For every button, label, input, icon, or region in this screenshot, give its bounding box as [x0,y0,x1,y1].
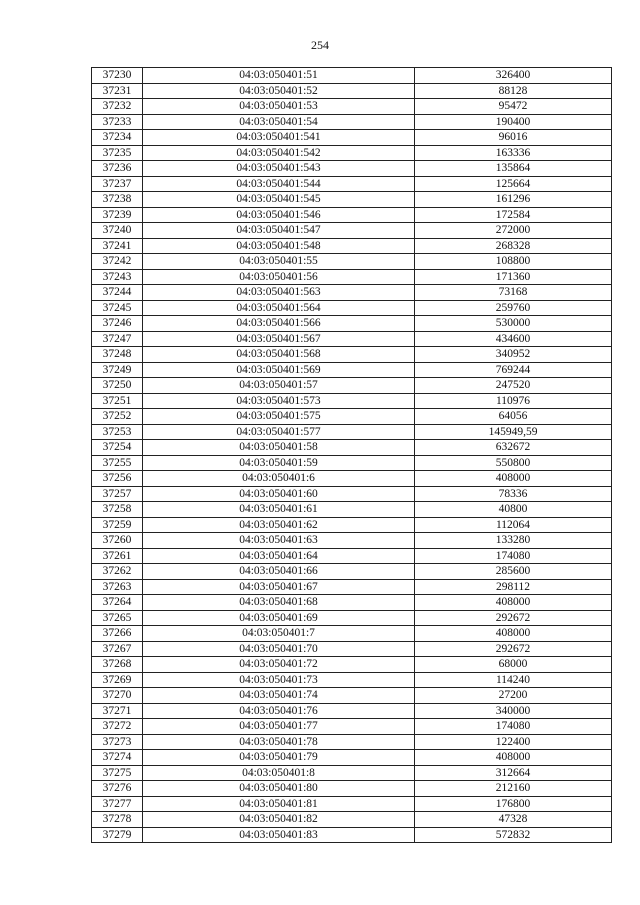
page-number: 254 [311,38,329,52]
row-number-cell: 37268 [92,657,143,673]
table-row [92,99,612,115]
cadastral-number-cell: 04:03:050401:66 [143,564,415,580]
row-number-cell: 37253 [92,424,143,440]
cadastral-number-cell: 04:03:050401:543 [143,161,415,177]
cadastral-number-cell: 04:03:050401:569 [143,362,415,378]
registry-table [91,67,612,843]
value-cell: 408000 [415,595,612,611]
cadastral-number-cell: 04:03:050401:577 [143,424,415,440]
value-cell: 133280 [415,533,612,549]
row-number-cell: 37248 [92,347,143,363]
row-number-cell: 37272 [92,719,143,735]
value-cell: 112064 [415,517,612,533]
cadastral-number-cell: 04:03:050401:82 [143,812,415,828]
cadastral-number-cell: 04:03:050401:568 [143,347,415,363]
cadastral-number-cell: 04:03:050401:78 [143,734,415,750]
table-row [92,83,612,99]
cadastral-number-cell: 04:03:050401:542 [143,145,415,161]
cadastral-number-cell: 04:03:050401:563 [143,285,415,301]
cadastral-number-cell: 04:03:050401:57 [143,378,415,394]
table-row [92,114,612,130]
cadastral-number-cell: 04:03:050401:77 [143,719,415,735]
row-number-cell: 37275 [92,765,143,781]
row-number-cell: 37265 [92,610,143,626]
value-cell: 88128 [415,83,612,99]
cadastral-number-cell: 04:03:050401:547 [143,223,415,239]
table-row [92,672,612,688]
row-number-cell: 37267 [92,641,143,657]
row-number-cell: 37239 [92,207,143,223]
value-cell: 326400 [415,68,612,84]
table-row [92,331,612,347]
table-row [92,207,612,223]
value-cell: 47328 [415,812,612,828]
value-cell: 632672 [415,440,612,456]
row-number-cell: 37246 [92,316,143,332]
cadastral-number-cell: 04:03:050401:573 [143,393,415,409]
value-cell: 27200 [415,688,612,704]
cadastral-number-cell: 04:03:050401:54 [143,114,415,130]
row-number-cell: 37256 [92,471,143,487]
value-cell: 171360 [415,269,612,285]
table-row [92,812,612,828]
row-number-cell: 37233 [92,114,143,130]
value-cell: 176800 [415,796,612,812]
value-cell: 247520 [415,378,612,394]
value-cell: 550800 [415,455,612,471]
table-row [92,238,612,254]
cadastral-number-cell: 04:03:050401:60 [143,486,415,502]
value-cell: 145949,59 [415,424,612,440]
table-row [92,502,612,518]
value-cell: 163336 [415,145,612,161]
table-row [92,548,612,564]
row-number-cell: 37249 [92,362,143,378]
cadastral-number-cell: 04:03:050401:564 [143,300,415,316]
table-row [92,486,612,502]
value-cell: 108800 [415,254,612,270]
table-row [92,424,612,440]
cadastral-number-cell: 04:03:050401:72 [143,657,415,673]
table-row [92,176,612,192]
cadastral-number-cell: 04:03:050401:7 [143,626,415,642]
value-cell: 122400 [415,734,612,750]
value-cell: 292672 [415,610,612,626]
value-cell: 530000 [415,316,612,332]
table-row [92,564,612,580]
cadastral-number-cell: 04:03:050401:8 [143,765,415,781]
value-cell: 292672 [415,641,612,657]
cadastral-number-cell: 04:03:050401:68 [143,595,415,611]
table-row [92,734,612,750]
row-number-cell: 37266 [92,626,143,642]
table-row [92,347,612,363]
table-row [92,409,612,425]
cadastral-number-cell: 04:03:050401:56 [143,269,415,285]
row-number-cell: 37230 [92,68,143,84]
row-number-cell: 37273 [92,734,143,750]
cadastral-number-cell: 04:03:050401:58 [143,440,415,456]
value-cell: 340952 [415,347,612,363]
row-number-cell: 37264 [92,595,143,611]
row-number-cell: 37245 [92,300,143,316]
cadastral-number-cell: 04:03:050401:61 [143,502,415,518]
cadastral-number-cell: 04:03:050401:548 [143,238,415,254]
row-number-cell: 37231 [92,83,143,99]
cadastral-number-cell: 04:03:050401:566 [143,316,415,332]
cadastral-number-cell: 04:03:050401:79 [143,750,415,766]
row-number-cell: 37269 [92,672,143,688]
cadastral-number-cell: 04:03:050401:64 [143,548,415,564]
table-row [92,145,612,161]
value-cell: 434600 [415,331,612,347]
value-cell: 272000 [415,223,612,239]
row-number-cell: 37241 [92,238,143,254]
cadastral-number-cell: 04:03:050401:567 [143,331,415,347]
row-number-cell: 37270 [92,688,143,704]
table-row [92,610,612,626]
row-number-cell: 37271 [92,703,143,719]
value-cell: 259760 [415,300,612,316]
value-cell: 64056 [415,409,612,425]
table-row [92,517,612,533]
value-cell: 68000 [415,657,612,673]
cadastral-number-cell: 04:03:050401:575 [143,409,415,425]
row-number-cell: 37279 [92,827,143,843]
row-number-cell: 37277 [92,796,143,812]
cadastral-number-cell: 04:03:050401:545 [143,192,415,208]
row-number-cell: 37236 [92,161,143,177]
value-cell: 96016 [415,130,612,146]
value-cell: 285600 [415,564,612,580]
row-number-cell: 37242 [92,254,143,270]
table-row [92,471,612,487]
row-number-cell: 37274 [92,750,143,766]
table-row [92,223,612,239]
value-cell: 114240 [415,672,612,688]
value-cell: 125664 [415,176,612,192]
table-row [92,285,612,301]
row-number-cell: 37254 [92,440,143,456]
cadastral-number-cell: 04:03:050401:541 [143,130,415,146]
value-cell: 408000 [415,750,612,766]
row-number-cell: 37234 [92,130,143,146]
cadastral-number-cell: 04:03:050401:76 [143,703,415,719]
cadastral-number-cell: 04:03:050401:73 [143,672,415,688]
table-row [92,719,612,735]
value-cell: 78336 [415,486,612,502]
table-row [92,703,612,719]
cadastral-number-cell: 04:03:050401:69 [143,610,415,626]
cadastral-number-cell: 04:03:050401:74 [143,688,415,704]
value-cell: 572832 [415,827,612,843]
cadastral-number-cell: 04:03:050401:63 [143,533,415,549]
table-row [92,300,612,316]
table-row [92,579,612,595]
value-cell: 172584 [415,207,612,223]
row-number-cell: 37250 [92,378,143,394]
table-row [92,750,612,766]
cadastral-number-cell: 04:03:050401:83 [143,827,415,843]
value-cell: 161296 [415,192,612,208]
table-row [92,626,612,642]
table-row [92,641,612,657]
table-row [92,688,612,704]
row-number-cell: 37244 [92,285,143,301]
cadastral-number-cell: 04:03:050401:53 [143,99,415,115]
row-number-cell: 37237 [92,176,143,192]
table-row [92,378,612,394]
table-row [92,796,612,812]
table-row [92,781,612,797]
row-number-cell: 37278 [92,812,143,828]
row-number-cell: 37262 [92,564,143,580]
table-row [92,595,612,611]
value-cell: 135864 [415,161,612,177]
table-row [92,161,612,177]
row-number-cell: 37243 [92,269,143,285]
cadastral-number-cell: 04:03:050401:51 [143,68,415,84]
value-cell: 312664 [415,765,612,781]
table-row [92,362,612,378]
value-cell: 408000 [415,471,612,487]
row-number-cell: 37257 [92,486,143,502]
table-row [92,130,612,146]
row-number-cell: 37235 [92,145,143,161]
table-row [92,827,612,843]
registry-table-body [92,68,612,843]
table-row [92,455,612,471]
row-number-cell: 37247 [92,331,143,347]
cadastral-number-cell: 04:03:050401:52 [143,83,415,99]
table-row [92,393,612,409]
value-cell: 408000 [415,626,612,642]
row-number-cell: 37260 [92,533,143,549]
row-number-cell: 37258 [92,502,143,518]
cadastral-number-cell: 04:03:050401:80 [143,781,415,797]
table-row [92,269,612,285]
value-cell: 268328 [415,238,612,254]
table-row [92,192,612,208]
table-row [92,254,612,270]
value-cell: 95472 [415,99,612,115]
value-cell: 769244 [415,362,612,378]
value-cell: 174080 [415,719,612,735]
cadastral-number-cell: 04:03:050401:6 [143,471,415,487]
row-number-cell: 37232 [92,99,143,115]
row-number-cell: 37252 [92,409,143,425]
row-number-cell: 37261 [92,548,143,564]
row-number-cell: 37263 [92,579,143,595]
value-cell: 73168 [415,285,612,301]
value-cell: 110976 [415,393,612,409]
value-cell: 340000 [415,703,612,719]
value-cell: 40800 [415,502,612,518]
row-number-cell: 37259 [92,517,143,533]
table-row [92,657,612,673]
value-cell: 190400 [415,114,612,130]
value-cell: 298112 [415,579,612,595]
row-number-cell: 37240 [92,223,143,239]
table-row [92,533,612,549]
table-row [92,765,612,781]
cadastral-number-cell: 04:03:050401:544 [143,176,415,192]
cadastral-number-cell: 04:03:050401:55 [143,254,415,270]
table-row [92,68,612,84]
cadastral-number-cell: 04:03:050401:59 [143,455,415,471]
value-cell: 174080 [415,548,612,564]
cadastral-number-cell: 04:03:050401:62 [143,517,415,533]
cadastral-number-cell: 04:03:050401:81 [143,796,415,812]
value-cell: 212160 [415,781,612,797]
row-number-cell: 37251 [92,393,143,409]
table-row [92,440,612,456]
table-row [92,316,612,332]
row-number-cell: 37276 [92,781,143,797]
cadastral-number-cell: 04:03:050401:546 [143,207,415,223]
cadastral-number-cell: 04:03:050401:67 [143,579,415,595]
cadastral-number-cell: 04:03:050401:70 [143,641,415,657]
row-number-cell: 37255 [92,455,143,471]
row-number-cell: 37238 [92,192,143,208]
